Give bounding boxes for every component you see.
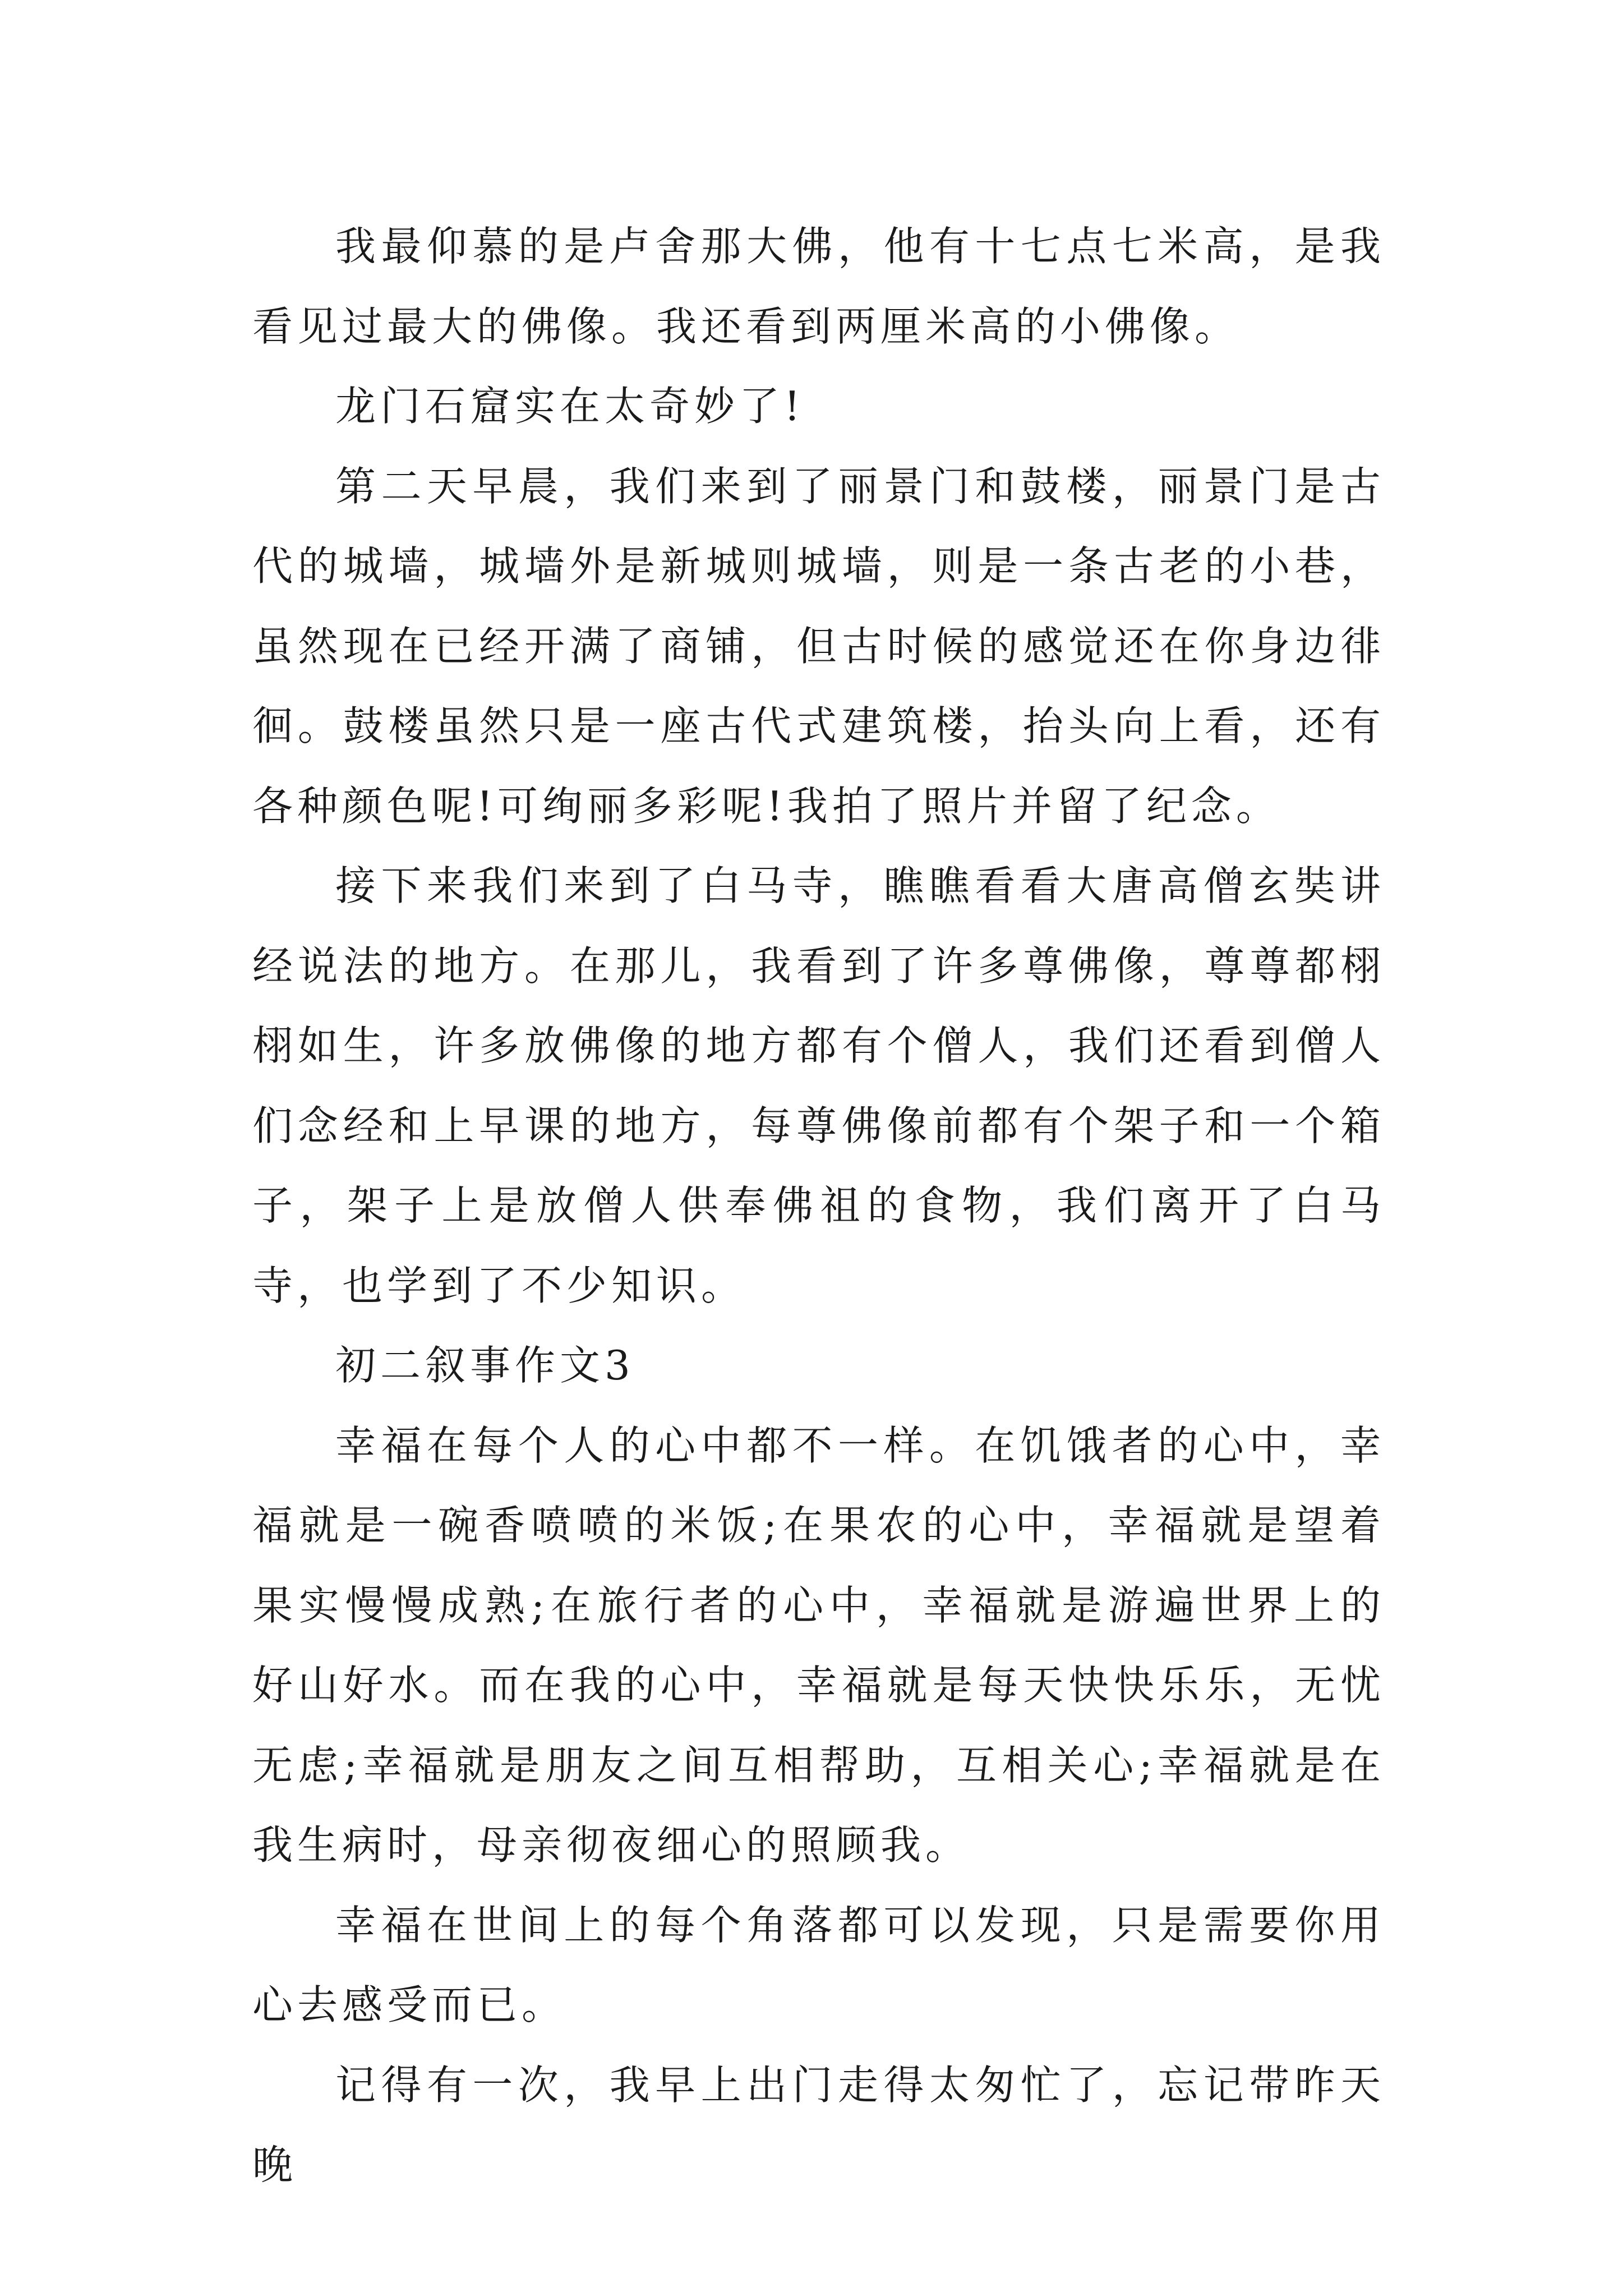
paragraph-baima-temple: 接下来我们来到了白马寺，瞧瞧看看大唐高僧玄奘讲经说法的地方。在那儿，我看到了许多尊佛像，尊尊都栩栩如生，许多放佛像的地方都有个僧人，我们还看到僧人们念经和上早课的地方，每尊佛像前都有个架子和一个箱子，架子上是放僧人供奉佛祖的食物，我们离开了白马寺，也学到了不少知识。 <box>252 862 1385 1309</box>
paragraph-lijingmen: 第二天早晨，我们来到了丽景门和鼓楼，丽景门是古代的城墙，城墙外是新城则城墙，则是一条古老的小巷，虽然现在已经开满了商铺，但古时候的感觉还在你身边徘徊。鼓楼虽然只是一座古代式建筑楼，抬头向上看，还有各种颜色呢!可绚丽多彩呢!我拍了照片并留了纪念。 <box>252 462 1385 830</box>
paragraph-happiness: 幸福在每个人的心中都不一样。在饥饿者的心中，幸福就是一碗香喷喷的米饭;在果农的心中，幸福就是望着果实慢慢成熟;在旅行者的心中，幸福就是游遍世界上的好山好水。而在我的心中，幸福就是每天快快乐乐，无忧无虑;幸福就是朋友之间互相帮助，互相关心;幸福就是在我生病时，母亲彻夜细心的照顾我。 <box>252 1421 1385 1869</box>
paragraph-buddha: 我最仰慕的是卢舍那大佛，他有十七点七米高，是我看见过最大的佛像。我还看到两厘米高的小佛像。 <box>252 223 1385 350</box>
paragraph-memory: 记得有一次，我早上出门走得太匆忙了，忘记带昨天晚 <box>252 2061 1385 2188</box>
essay-heading: 初二叙事作文3 <box>335 1342 635 1389</box>
essay-body <box>252 206 1385 2205</box>
paragraph-happiness-everywhere: 幸福在世间上的每个角落都可以发现，只是需要你用心去感受而已。 <box>252 1901 1385 2028</box>
paragraph-longmen: 龙门石窟实在太奇妙了! <box>335 383 805 430</box>
